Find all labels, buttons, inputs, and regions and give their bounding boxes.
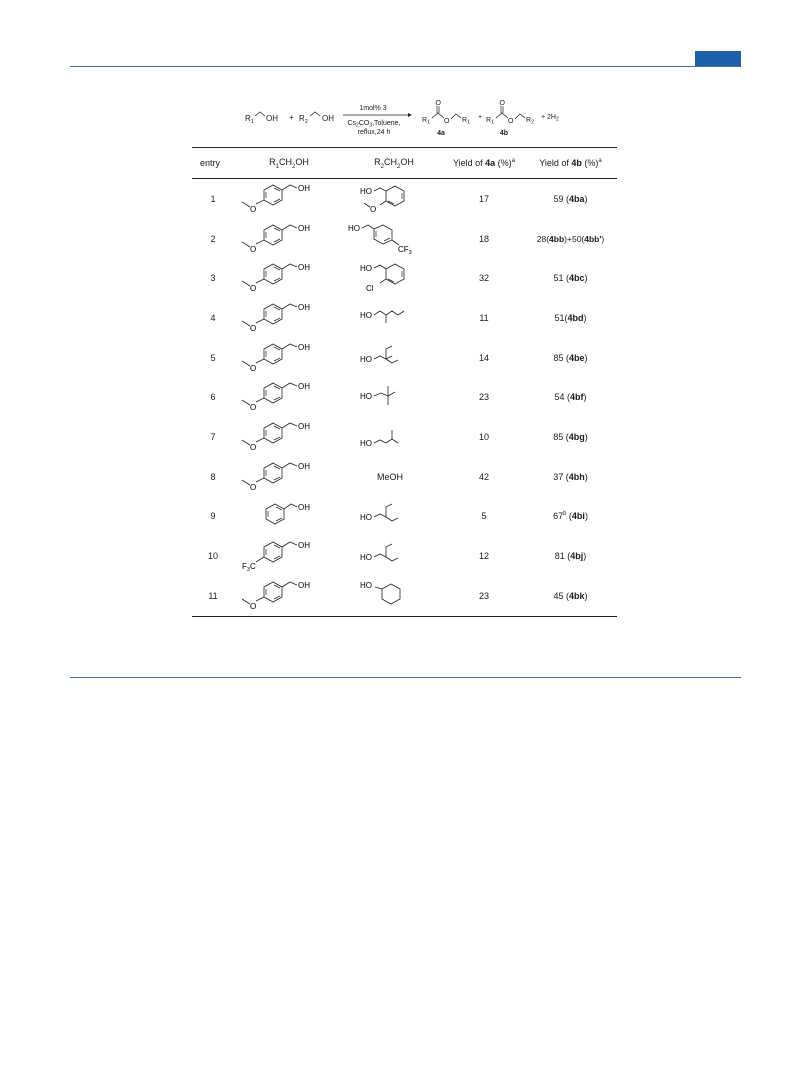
product-b-bonds bbox=[496, 113, 508, 118]
svg-text:O: O bbox=[250, 403, 257, 413]
table-row bbox=[192, 179, 617, 219]
r1-structure bbox=[234, 417, 344, 457]
yield-a-cell: 11 bbox=[479, 312, 489, 323]
svg-text:O: O bbox=[250, 284, 257, 294]
scheme-r1-oh: OH bbox=[266, 114, 278, 123]
table-row bbox=[192, 536, 617, 576]
svg-text:O: O bbox=[370, 204, 377, 214]
r2-structure bbox=[344, 377, 444, 417]
scheme-r2-bond bbox=[310, 112, 320, 116]
scheme-r1-label: $R_1$ bbox=[245, 114, 254, 125]
svg-text:OH: OH bbox=[298, 223, 310, 233]
svg-text:OH: OH bbox=[298, 263, 310, 273]
header-yield-b: Yield of 4b (%)$^a$ bbox=[524, 148, 617, 179]
r1-structure bbox=[234, 457, 344, 497]
header-r1: $R_1CH_2OH$ bbox=[234, 148, 344, 179]
table-row bbox=[192, 497, 617, 537]
svg-text:OH: OH bbox=[298, 382, 310, 392]
table-header-row bbox=[192, 148, 617, 179]
svg-text:HO: HO bbox=[360, 553, 372, 563]
yield-b-cell: 51(4bd) bbox=[554, 312, 587, 323]
scheme-plus-2: + bbox=[478, 114, 483, 121]
scheme-r2-label: $R_2$ bbox=[299, 114, 308, 125]
svg-text:Cl: Cl bbox=[366, 284, 374, 294]
yield-a-cell: 32 bbox=[478, 273, 489, 284]
r1-structure bbox=[234, 298, 344, 338]
r1-structure bbox=[234, 338, 344, 378]
entry-cell: 4 bbox=[210, 312, 216, 323]
table-row bbox=[192, 377, 617, 417]
yield-a-cell: 23 bbox=[444, 576, 524, 616]
table-row bbox=[192, 457, 617, 497]
reaction-scheme bbox=[240, 98, 580, 148]
yield-a-cell: 5 bbox=[481, 511, 487, 522]
svg-text:OH: OH bbox=[298, 580, 310, 590]
scheme-plus: + bbox=[289, 113, 294, 122]
svg-text:CF3: $CF_3$ bbox=[398, 244, 412, 256]
header-r2: $R_2CH_2OH$ bbox=[344, 148, 444, 179]
header-entry: entry bbox=[192, 148, 234, 179]
svg-text:HO: HO bbox=[360, 513, 372, 523]
r1-structure bbox=[234, 536, 344, 576]
footer-rule bbox=[70, 677, 741, 678]
r2-structure bbox=[344, 298, 444, 338]
svg-text:HO: HO bbox=[360, 354, 372, 364]
scheme-conditions-line1: $Cs_2CO_3,Toluene$, bbox=[347, 120, 401, 129]
product-b-r1: $R_1$ bbox=[486, 117, 494, 126]
scheme-conditions-line2: reflux,24 h bbox=[357, 129, 391, 136]
entry-cell: 7 bbox=[210, 431, 216, 442]
scheme-r2-oh: OH bbox=[322, 114, 334, 123]
product-b-carbonyl-o: O bbox=[499, 100, 505, 107]
svg-text:HO: HO bbox=[360, 438, 372, 448]
scheme-hydrogen: + $2H_2$ bbox=[541, 114, 559, 123]
r2-structure bbox=[344, 219, 444, 259]
svg-text:O: O bbox=[250, 482, 257, 492]
product-b-ester-o: O bbox=[508, 118, 514, 125]
product-a-label: 4a bbox=[437, 130, 445, 137]
product-a-ester-o: O bbox=[444, 118, 450, 125]
reaction-scheme-svg bbox=[240, 98, 580, 148]
r1-structure bbox=[234, 179, 344, 219]
svg-text:OH: OH bbox=[298, 302, 310, 312]
svg-text:HO: HO bbox=[360, 392, 372, 402]
yield-b-cell: 59 (4ba) bbox=[553, 193, 588, 204]
svg-text:F3C: $F_3C$ bbox=[242, 562, 256, 574]
r2-structure bbox=[344, 536, 444, 576]
entry-cell: 9 bbox=[210, 511, 216, 522]
r2-structure bbox=[344, 338, 444, 378]
r1-structure bbox=[234, 497, 344, 537]
yield-a-cell: 12 bbox=[478, 551, 489, 562]
r1-structure bbox=[234, 258, 344, 298]
header-tab-marker bbox=[695, 51, 741, 66]
r2-structure bbox=[344, 417, 444, 457]
svg-text:O: O bbox=[250, 204, 257, 214]
yield-a-cell: 18 bbox=[478, 233, 489, 244]
yield-b-cell: 37 (4bh) bbox=[553, 471, 588, 482]
scheme-r1-bond bbox=[255, 112, 265, 116]
svg-text:O: O bbox=[250, 323, 257, 333]
svg-text:HO: HO bbox=[360, 186, 372, 196]
table-row bbox=[192, 258, 617, 298]
table-row bbox=[192, 219, 617, 259]
product-a-r1: $R_1$ bbox=[422, 117, 430, 126]
yield-a-cell: 17 bbox=[478, 193, 489, 204]
entry-cell: 6 bbox=[210, 392, 216, 403]
svg-text:O: O bbox=[250, 244, 257, 254]
header-yield-a: Yield of 4a (%)$^a$ bbox=[444, 148, 524, 179]
svg-text:OH: OH bbox=[298, 342, 310, 352]
scheme-catalyst: 1mol% 3 bbox=[359, 105, 387, 112]
product-a-bonds bbox=[432, 113, 444, 118]
product-a-carbonyl-o: O bbox=[435, 100, 441, 107]
yield-b-cell: 67$^b$ (4bi) bbox=[553, 511, 588, 522]
table-row bbox=[192, 417, 617, 457]
entry-cell: 3 bbox=[210, 273, 216, 284]
yield-b-cell: 85 (4be) bbox=[553, 352, 588, 363]
r1-structure bbox=[234, 219, 344, 259]
yield-a-cell: 14 bbox=[478, 352, 489, 363]
entry-cell: 8 bbox=[210, 471, 216, 482]
table-row bbox=[192, 298, 617, 338]
svg-text:O: O bbox=[250, 601, 257, 611]
header-rule bbox=[70, 66, 741, 67]
r1-structure bbox=[234, 576, 344, 616]
entry-cell: 2 bbox=[210, 233, 216, 244]
svg-text:OH: OH bbox=[298, 461, 310, 471]
yield-b-cell: 45 (4bk) bbox=[524, 576, 617, 616]
r2-structure bbox=[344, 179, 444, 219]
svg-text:OH: OH bbox=[298, 503, 310, 513]
yield-b-cell: 85 (4bg) bbox=[553, 431, 588, 442]
table-row bbox=[192, 576, 617, 616]
svg-text:OH: OH bbox=[298, 421, 310, 431]
yield-a-cell: 42 bbox=[478, 471, 489, 482]
yield-b-cell: 81 (4bj) bbox=[554, 551, 587, 562]
svg-text:HO: HO bbox=[348, 223, 360, 233]
product-b-label: 4b bbox=[499, 130, 509, 137]
r1-structure bbox=[234, 377, 344, 417]
r2-structure bbox=[344, 576, 444, 616]
r2-structure bbox=[344, 258, 444, 298]
yield-b-cell: 51 (4bc) bbox=[553, 273, 588, 284]
entry-cell: 10 bbox=[207, 551, 218, 562]
entry-cell: 1 bbox=[210, 193, 216, 204]
yield-b-cell: 28(4bb)+50(4bb') bbox=[536, 233, 605, 244]
results-table bbox=[192, 147, 617, 617]
svg-text:HO: HO bbox=[360, 310, 372, 320]
yield-a-cell: 23 bbox=[478, 392, 489, 403]
svg-text:O: O bbox=[250, 363, 257, 373]
product-b-r2: $R_2$ bbox=[526, 117, 534, 126]
product-a-r1-end: $R_1$ bbox=[462, 117, 470, 126]
svg-text:O: O bbox=[250, 442, 257, 452]
scheme-arrowhead bbox=[408, 113, 412, 117]
yield-b-cell: 54 (4bf) bbox=[554, 392, 587, 403]
svg-text:HO: HO bbox=[360, 264, 372, 274]
yield-a-cell: 10 bbox=[478, 431, 489, 442]
r2-structure bbox=[344, 497, 444, 537]
svg-text:OH: OH bbox=[298, 183, 310, 193]
svg-text:OH: OH bbox=[298, 541, 310, 551]
r2-text-cell: MeOH bbox=[376, 471, 403, 482]
entry-cell: 5 bbox=[210, 352, 216, 363]
table-row bbox=[192, 338, 617, 378]
svg-text:HO: HO bbox=[360, 580, 372, 590]
entry-cell: 11 bbox=[192, 576, 234, 616]
